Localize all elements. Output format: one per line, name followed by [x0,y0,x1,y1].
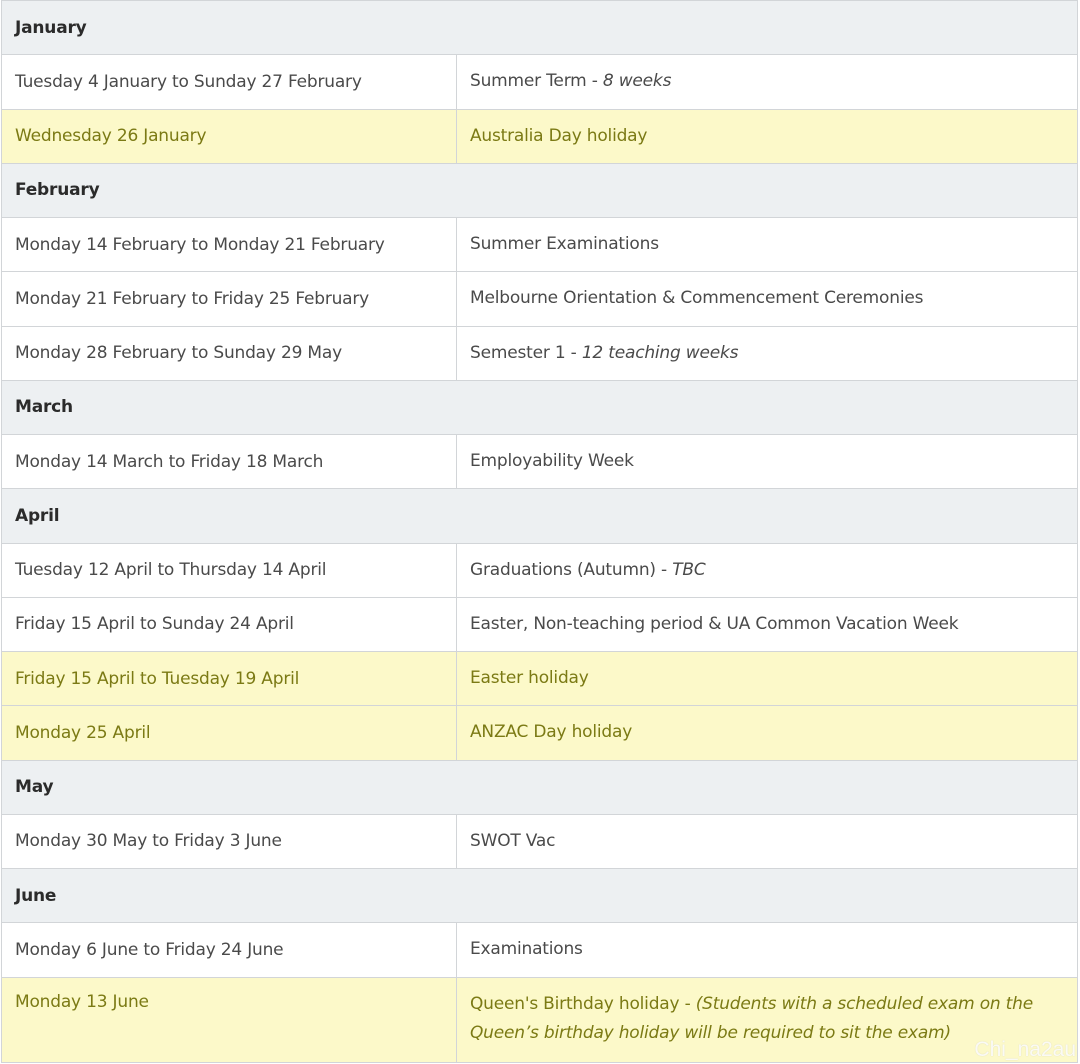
description-text [470,230,659,259]
event-note: 8 weeks [602,71,672,92]
event-name: Employability Week [470,451,634,472]
event-row [2,815,1077,869]
event-name: Australia Day holiday [470,125,648,146]
date-cell: Monday 28 February to Sunday 29 May [2,327,457,380]
description-text [470,447,634,476]
month-header-row [2,1,1077,55]
event-note: (Students with a scheduled exam on the Queen’s birthday holiday will be required to sit the exam) [470,993,1033,1043]
holiday-row [2,978,1077,1062]
event-name: Queen's Birthday holiday [470,993,680,1014]
description-cell [457,327,1077,380]
description-text: Summer Term - 8 weeks [470,71,672,92]
date-cell: Tuesday 4 January to Sunday 27 February [2,55,457,108]
date-cell: Monday 25 April [2,706,457,759]
month-header: June [15,885,57,906]
event-name: Easter, Non-teaching period & UA Common Vacation Week [470,613,959,634]
description-text: Semester 1 - 12 teaching weeks [470,342,739,363]
date-cell: Friday 15 April to Sunday 24 April [2,598,457,651]
month-header-row [2,164,1077,218]
description-cell [457,598,1077,651]
watermark: Chi_na2au [974,1038,1076,1061]
event-row [2,218,1077,272]
month-header: April [15,505,60,526]
event-row [2,272,1077,326]
month-header: May [15,777,54,798]
event-name: Semester 1 [470,342,566,363]
description-cell [457,706,1077,759]
event-note: TBC [672,559,706,580]
description-cell [457,652,1077,705]
description-cell [457,110,1077,163]
month-header-row [2,869,1077,923]
event-row [2,544,1077,598]
date-cell: Monday 6 June to Friday 24 June [2,923,457,976]
event-name: Summer Term [470,71,587,92]
description-cell [457,55,1077,108]
month-header: January [15,17,87,38]
description-cell [457,218,1077,271]
description-text [470,122,647,151]
month-header: February [15,180,100,201]
holiday-row [2,110,1077,164]
date-cell: Monday 14 February to Monday 21 February [2,218,457,271]
date-cell: Friday 15 April to Tuesday 19 April [2,652,457,705]
description-text: Graduations (Autumn) - TBC [470,559,706,580]
event-name: Easter holiday [470,668,589,689]
description-text [470,827,555,856]
event-row [2,923,1077,977]
description-text [470,718,632,747]
date-cell: Wednesday 26 January [2,110,457,163]
month-header: March [15,397,73,418]
event-row [2,327,1077,381]
description-cell [457,923,1077,976]
academic-calendar-table [1,0,1078,1063]
date-cell: Monday 21 February to Friday 25 February [2,272,457,325]
date-cell: Monday 30 May to Friday 3 June [2,815,457,868]
month-header-row [2,381,1077,435]
description-cell [457,435,1077,488]
event-name: Summer Examinations [470,234,659,255]
event-name: ANZAC Day holiday [470,722,633,743]
holiday-row [2,652,1077,706]
date-cell: Tuesday 12 April to Thursday 14 April [2,544,457,597]
description-text [470,284,923,313]
event-name: Graduations (Autumn) [470,559,656,580]
month-header-row [2,489,1077,543]
description-cell [457,815,1077,868]
date-cell: Monday 13 June [2,978,457,1062]
event-row [2,598,1077,652]
description-text [470,935,583,964]
date-cell: Monday 14 March to Friday 18 March [2,435,457,488]
month-header-row [2,761,1077,815]
description-cell [457,544,1077,597]
event-row [2,55,1077,109]
description-text: Queen's Birthday holiday - (Students with a scheduled exam on the Queen’s birthday holiday will be required to sit the exam) [470,993,1033,1043]
description-cell [457,272,1077,325]
description-text [470,610,958,639]
event-row [2,435,1077,489]
event-name: SWOT Vac [470,830,556,851]
event-name: Melbourne Orientation & Commencement Ceremonies [470,288,924,309]
event-name: Examinations [470,939,583,960]
holiday-row [2,706,1077,760]
description-text [470,664,589,693]
event-note: 12 teaching weeks [581,342,739,363]
